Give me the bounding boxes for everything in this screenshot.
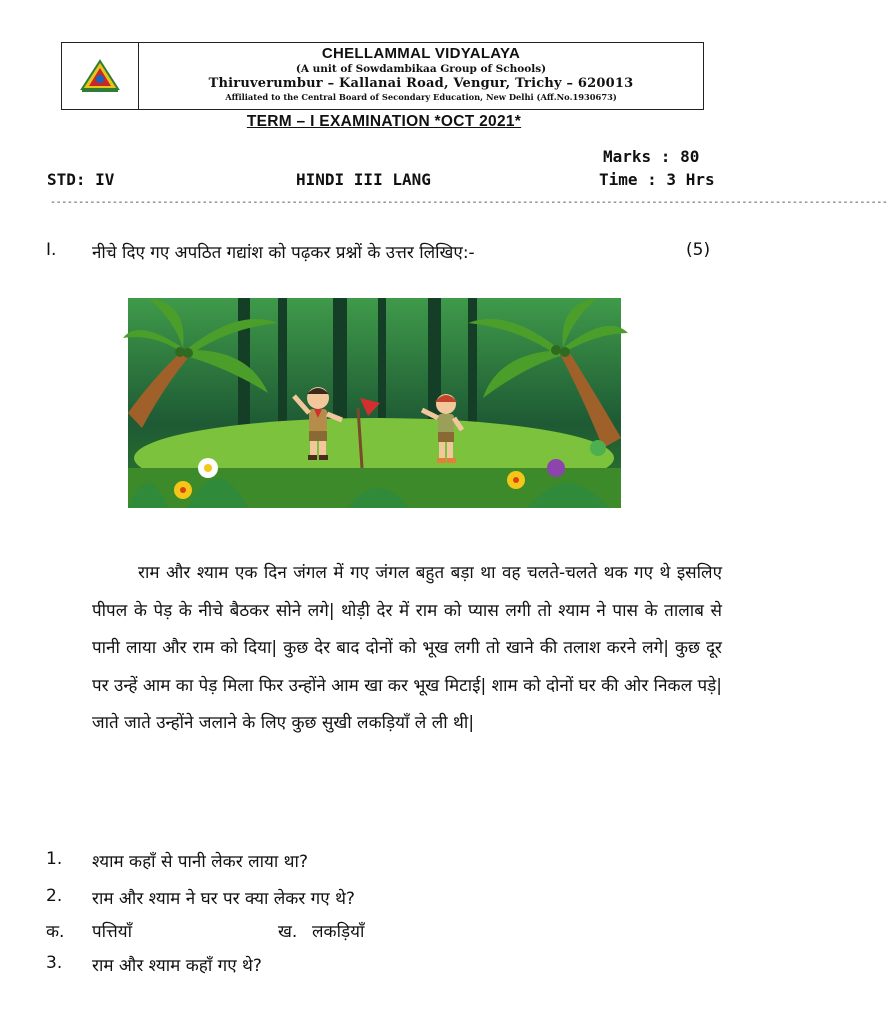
section-marks: (5)	[686, 240, 711, 260]
school-address: Thiruverumbur – Kallanai Road, Vengur, Trichy – 620013	[208, 76, 634, 91]
question-text: श्याम कहाँ से पानी लेकर लाया था?	[92, 852, 308, 872]
school-name: CHELLAMMAL VIDYALAYA	[321, 45, 521, 62]
marks-label: Marks : 80	[603, 147, 700, 166]
school-subtitle: (A unit of Sowdambikaa Group of Schools)	[295, 63, 547, 75]
time-label: Time : 3 Hrs	[599, 170, 715, 189]
passage-text: राम और श्याम एक दिन जंगल में गए जंगल बहुत बड़ा था वह चलते-चलते थक गए थे इसलिए पीपल के पेड़ के नीचे बैठकर सोने लगे| थोड़ी देर में राम को प्यास लगी तो श्याम ने पास के तालाब से पानी लाया और राम को दिया| कुछ देर बाद दोनों को भूख लगी तो खाने की तलाश करने लगे| कुछ दूर पर उन्हें आम का पेड़ मिला फिर उन्होंने आम खा कर भूख मिटाई| शाम को दोनों घर की ओर निकल पड़े| जाते जाते उन्होंने जलाने के लिए कुछ सुखी लकड़ियाँ ले ली थी|	[92, 563, 722, 733]
section-number: I.	[46, 240, 57, 260]
question-number: 3.	[46, 953, 63, 973]
option-b-text: लकड़ियाँ	[312, 922, 365, 942]
option-a-label: क.	[46, 922, 65, 942]
school-emblem-icon	[80, 59, 120, 93]
std-label: STD: IV	[47, 170, 115, 189]
option-a-text: पत्तियाँ	[92, 922, 133, 942]
question-text: राम और श्याम कहाँ गए थे?	[92, 956, 262, 976]
school-header	[61, 42, 704, 110]
section-instruction: नीचे दिए गए अपठित गद्यांश को पढ़कर प्रश्नों के उत्तर लिखिए:-	[92, 243, 475, 263]
question-number: 2.	[46, 886, 63, 906]
jungle-illustration	[128, 298, 621, 508]
question-text: राम और श्याम ने घर पर क्या लेकर गए थे?	[92, 889, 355, 909]
subject-label: HINDI III LANG	[296, 170, 431, 189]
question-number: 1.	[46, 849, 63, 869]
logo-cell	[62, 43, 139, 109]
school-affiliation: Affiliated to the Central Board of Secondary Education, New Delhi (Aff.No.1930673)	[225, 92, 617, 102]
divider: -----------------------------------------------------------------------------------------------------------------------------------------------------	[50, 197, 887, 208]
option-b-label: ख.	[278, 922, 298, 942]
exam-title: TERM – I EXAMINATION *OCT 2021*	[246, 113, 522, 130]
